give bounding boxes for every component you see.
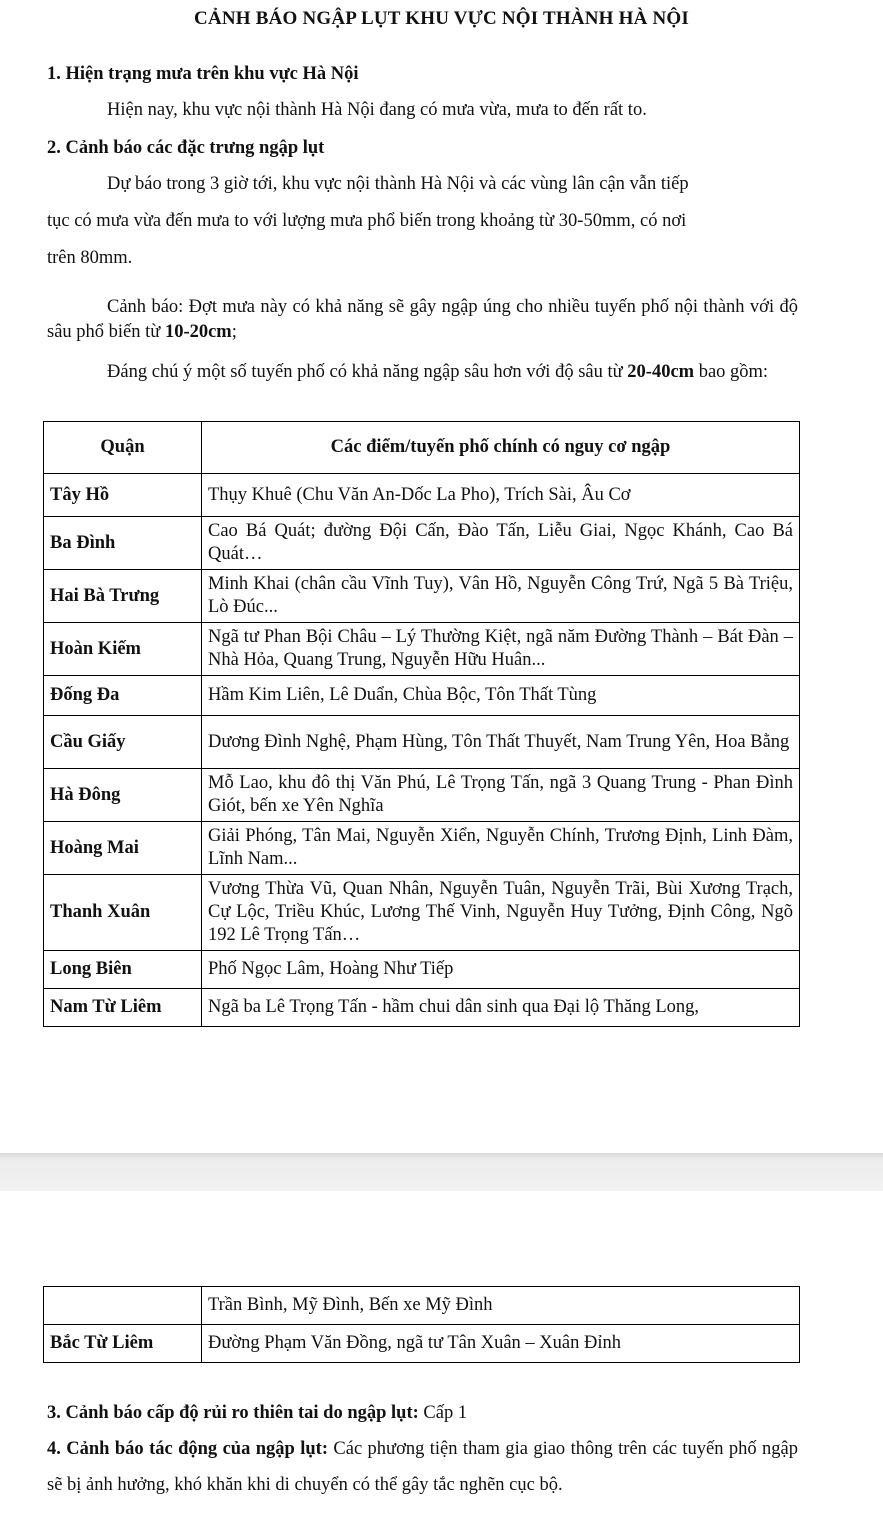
district-cell: Thanh Xuân xyxy=(44,875,202,951)
section-1-heading: 1. Hiện trạng mưa trên khu vực Hà Nội xyxy=(47,64,359,84)
section-2-heading: 2. Cảnh báo các đặc trưng ngập lụt xyxy=(47,138,325,158)
district-cell: Bắc Từ Liêm xyxy=(44,1325,202,1363)
notice-suffix: bao gồm: xyxy=(694,362,769,382)
section-4 xyxy=(47,1431,798,1503)
streets-cell: Hầm Kim Liên, Lê Duẩn, Chùa Bộc, Tôn Thất Tùng xyxy=(202,676,800,716)
streets-cell: Ngã tư Phan Bội Châu – Lý Thường Kiệt, ngã năm Đường Thành – Bát Đàn – Nhà Hỏa, Quang Trung, Nguyễn Hữu Huân... xyxy=(202,623,800,676)
warning-prefix: Cảnh báo: Đợt mưa này có khả năng sẽ gây ngập úng cho nhiều tuyến phố nội thành với độ sâu phổ biến từ xyxy=(47,297,798,342)
warning-paragraph xyxy=(47,295,798,345)
table-row xyxy=(44,1325,800,1363)
table-row xyxy=(44,676,800,716)
streets-cell: Đường Phạm Văn Đồng, ngã tư Tân Xuân – Xuân Đỉnh xyxy=(202,1325,800,1363)
district-cell: Tây Hồ xyxy=(44,474,202,517)
table-row xyxy=(44,951,800,989)
streets-cell: Thụy Khuê (Chu Văn An-Dốc La Pho), Trích Sài, Âu Cơ xyxy=(202,474,800,517)
streets-cell: Minh Khai (chân cầu Vĩnh Tuy), Vân Hồ, Nguyễn Công Trứ, Ngã 5 Bà Triệu, Lò Đúc... xyxy=(202,570,800,623)
risk-level: Cấp 1 xyxy=(418,1403,468,1423)
warning-depth: 10-20cm xyxy=(164,322,232,342)
forecast-line-2: tục có mưa vừa đến mưa to với lượng mưa phổ biến trong khoảng từ 30-50mm, có nơi xyxy=(47,211,687,231)
notice-paragraph xyxy=(47,360,798,385)
section-1-text: Hiện nay, khu vực nội thành Hà Nội đang có mưa vừa, mưa to đến rất to. xyxy=(107,100,647,120)
table-row xyxy=(44,517,800,570)
warning-suffix: ; xyxy=(231,322,237,342)
streets-cell: Mỗ Lao, khu đô thị Văn Phú, Lê Trọng Tấn, ngã 3 Quang Trung - Phan Đình Giót, bến xe Yên Nghĩa xyxy=(202,769,800,822)
flood-risk-table xyxy=(43,421,800,1027)
notice-depth: 20-40cm xyxy=(627,362,695,382)
district-cell: Hoàng Mai xyxy=(44,822,202,875)
streets-cell: Dương Đình Nghệ, Phạm Hùng, Tôn Thất Thuyết, Nam Trung Yên, Hoa Bằng xyxy=(202,716,800,769)
district-cell: Đống Đa xyxy=(44,676,202,716)
column-header-streets: Các điểm/tuyến phố chính có nguy cơ ngập xyxy=(202,422,800,474)
streets-cell: Giải Phóng, Tân Mai, Nguyễn Xiển, Nguyễn Chính, Trương Định, Linh Đàm, Lĩnh Nam... xyxy=(202,822,800,875)
streets-cell: Trần Bình, Mỹ Đình, Bến xe Mỹ Đình xyxy=(202,1287,800,1325)
document-title: CẢNH BÁO NGẬP LỤT KHU VỰC NỘI THÀNH HÀ NỘI xyxy=(194,8,689,29)
section-3-heading: 3. Cảnh báo cấp độ rủi ro thiên tai do ngập lụt: xyxy=(47,1403,419,1423)
page-break xyxy=(0,1153,883,1191)
notice-prefix: Đáng chú ý một số tuyến phố có khả năng ngập sâu hơn với độ sâu từ xyxy=(107,362,628,382)
forecast-line-1: Dự báo trong 3 giờ tới, khu vực nội thành Hà Nội và các vùng lân cận vẫn tiếp xyxy=(107,174,689,194)
table-row xyxy=(44,875,800,951)
district-cell xyxy=(44,1287,202,1325)
table-header-row xyxy=(44,422,800,474)
table-row xyxy=(44,570,800,623)
table-row xyxy=(44,989,800,1027)
streets-cell: Vương Thừa Vũ, Quan Nhân, Nguyễn Tuân, Nguyễn Trãi, Bùi Xương Trạch, Cự Lộc, Triều Khúc, Lương Thế Vinh, Nguyễn Huy Tưởng, Định Công, Ngõ 192 Lê Trọng Tấn… xyxy=(202,875,800,951)
streets-cell: Ngã ba Lê Trọng Tấn - hầm chui dân sinh qua Đại lộ Thăng Long, xyxy=(202,989,800,1027)
district-cell: Ba Đình xyxy=(44,517,202,570)
district-cell: Nam Từ Liêm xyxy=(44,989,202,1027)
flood-risk-table-continued xyxy=(43,1286,800,1363)
table-row xyxy=(44,1287,800,1325)
streets-cell: Phố Ngọc Lâm, Hoàng Như Tiếp xyxy=(202,951,800,989)
section-3 xyxy=(47,1403,798,1424)
district-cell: Hai Bà Trưng xyxy=(44,570,202,623)
table-row xyxy=(44,769,800,822)
table-row xyxy=(44,474,800,517)
section-4-text: Các phương tiện tham gia giao thông trên các tuyến phố ngập sẽ bị ảnh hưởng, khó khăn khi di chuyển có thể gây tắc nghẽn cục bộ. xyxy=(47,1439,798,1495)
district-cell: Hoàn Kiếm xyxy=(44,623,202,676)
district-cell: Hà Đông xyxy=(44,769,202,822)
district-cell: Long Biên xyxy=(44,951,202,989)
table-row xyxy=(44,623,800,676)
table-row xyxy=(44,716,800,769)
forecast-line-3: trên 80mm. xyxy=(47,248,133,268)
table-row xyxy=(44,822,800,875)
district-cell: Cầu Giấy xyxy=(44,716,202,769)
column-header-district: Quận xyxy=(44,422,202,474)
section-4-heading: 4. Cảnh báo tác động của ngập lụt: xyxy=(47,1439,328,1459)
streets-cell: Cao Bá Quát; đường Đội Cấn, Đào Tấn, Liễu Giai, Ngọc Khánh, Cao Bá Quát… xyxy=(202,517,800,570)
